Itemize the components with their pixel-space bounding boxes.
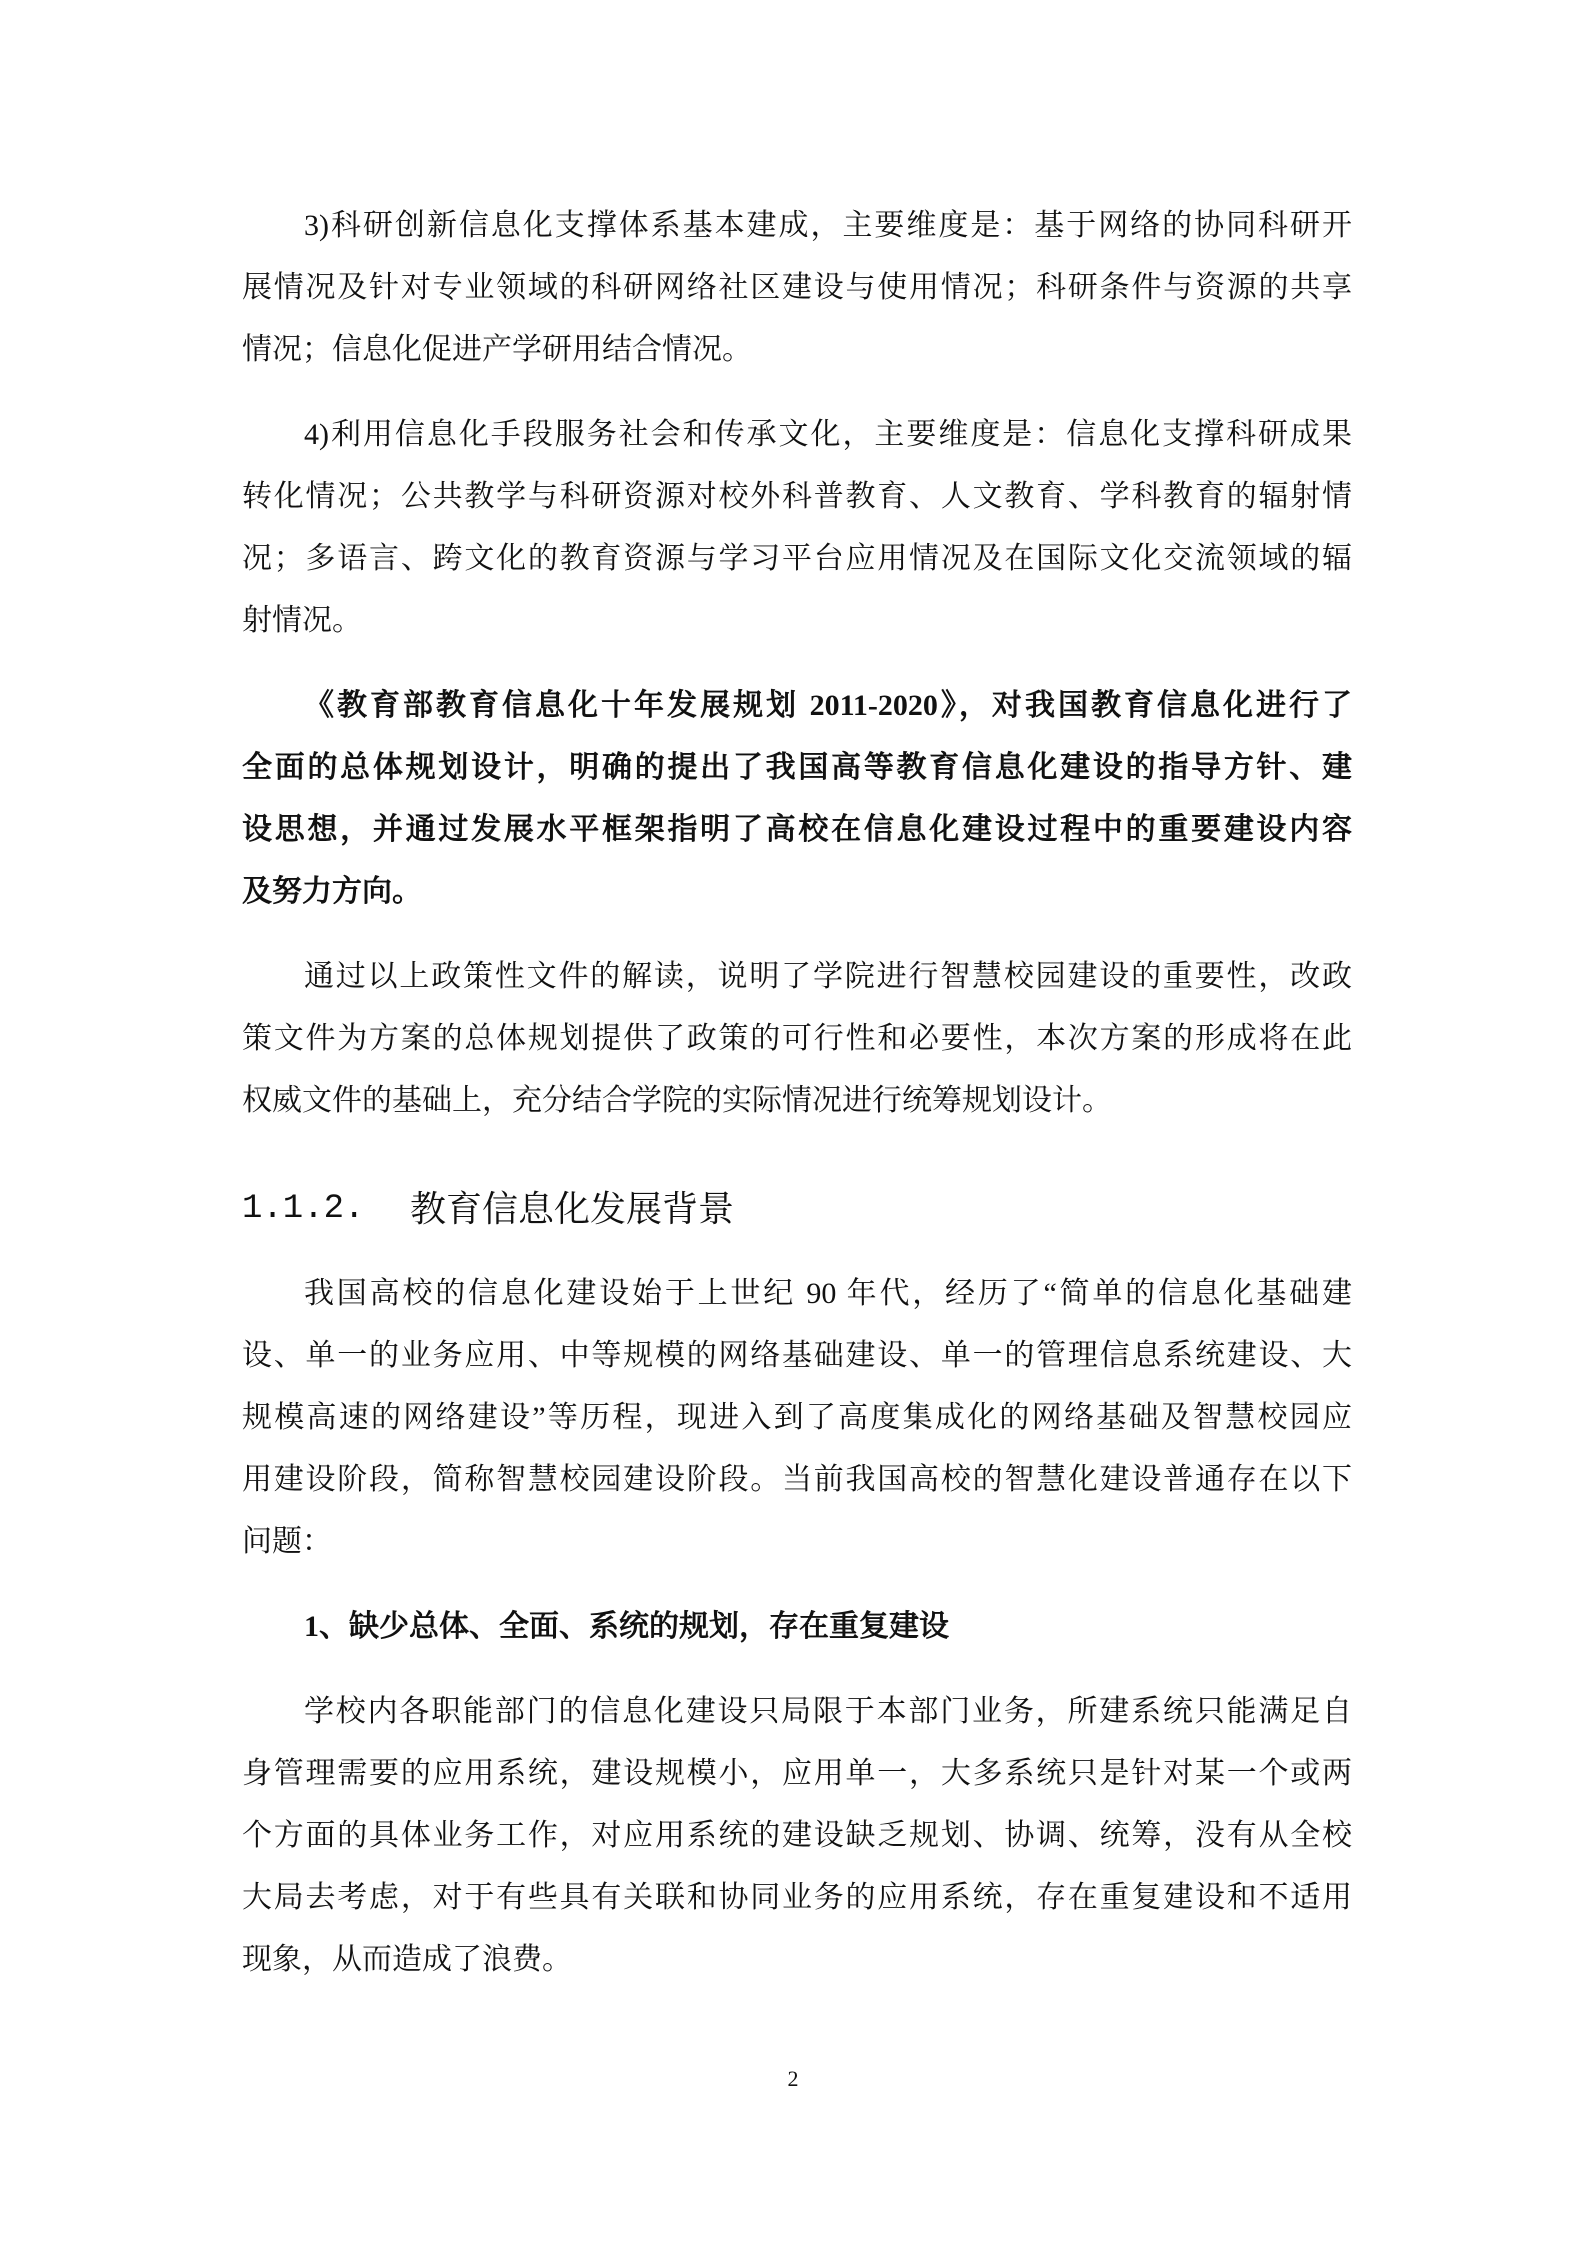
text-line: 及努力方向。 xyxy=(242,875,422,908)
text-line: 况；多语言、跨文化的教育资源与学习平台应用情况及在国际文化交流领域的辐 xyxy=(242,542,1352,575)
paragraphs-before xyxy=(242,195,1352,1132)
paragraphs-after xyxy=(242,1263,1352,1991)
paragraph xyxy=(242,1681,1352,1991)
text-line: 全面的总体规划设计，明确的提出了我国高等教育信息化建设的指导方针、建 xyxy=(242,751,1352,784)
section-heading xyxy=(242,1178,1352,1240)
text-line: 4)利用信息化手段服务社会和传承文化，主要维度是：信息化支撑科研成果 xyxy=(304,418,1352,451)
text-line: 权威文件的基础上，充分结合学院的实际情况进行统筹规划设计。 xyxy=(242,1084,1112,1117)
paragraph xyxy=(242,195,1352,381)
page-number: 2 xyxy=(787,2066,799,2091)
section-number: 1.1.2. xyxy=(242,1190,365,1228)
text-line: 1、缺少总体、全面、系统的规划，存在重复建设 xyxy=(304,1610,949,1643)
text-line: 设、单一的业务应用、中等规模的网络基础建设、单一的管理信息系统建设、大 xyxy=(242,1339,1352,1372)
text-line: 展情况及针对专业领域的科研网络社区建设与使用情况；科研条件与资源的共享 xyxy=(242,271,1352,304)
bold-paragraph xyxy=(242,1596,1352,1658)
text-line: 设思想，并通过发展水平框架指明了高校在信息化建设过程中的重要建设内容 xyxy=(242,813,1352,846)
document-body xyxy=(242,195,1352,1991)
text-line: 问题： xyxy=(242,1525,332,1558)
text-line: 身管理需要的应用系统，建设规模小，应用单一，大多系统只是针对某一个或两 xyxy=(242,1757,1352,1790)
text-line: 情况；信息化促进产学研用结合情况。 xyxy=(242,333,752,366)
text-line: 射情况。 xyxy=(242,604,362,637)
text-line: 学校内各职能部门的信息化建设只局限于本部门业务，所建系统只能满足自 xyxy=(304,1695,1352,1728)
text-line: 《教育部教育信息化十年发展规划 2011-2020》，对我国教育信息化进行了 xyxy=(304,689,1352,722)
text-line: 通过以上政策性文件的解读，说明了学院进行智慧校园建设的重要性，改政 xyxy=(304,960,1352,993)
text-line: 转化情况；公共教学与科研资源对校外科普教育、人文教育、学科教育的辐射情 xyxy=(242,480,1352,513)
text-line: 策文件为方案的总体规划提供了政策的可行性和必要性，本次方案的形成将在此 xyxy=(242,1022,1352,1055)
bold-paragraph xyxy=(242,675,1352,923)
paragraph xyxy=(242,404,1352,652)
text-line: 现象，从而造成了浪费。 xyxy=(242,1943,572,1976)
text-line: 规模高速的网络建设”等历程，现进入到了高度集成化的网络基础及智慧校园应 xyxy=(242,1401,1352,1434)
text-line: 个方面的具体业务工作，对应用系统的建设缺乏规划、协调、统筹，没有从全校 xyxy=(242,1819,1352,1852)
text-line: 我国高校的信息化建设始于上世纪 90 年代，经历了“简单的信息化基础建 xyxy=(304,1277,1352,1310)
paragraph xyxy=(242,946,1352,1132)
paragraph xyxy=(242,1263,1352,1573)
text-line: 用建设阶段，简称智慧校园建设阶段。当前我国高校的智慧化建设普通存在以下 xyxy=(242,1463,1352,1496)
text-line: 大局去考虑，对于有些具有关联和协同业务的应用系统，存在重复建设和不适用 xyxy=(242,1881,1352,1914)
text-line: 3)科研创新信息化支撑体系基本建成，主要维度是：基于网络的协同科研开 xyxy=(304,209,1352,242)
section-title: 教育信息化发展背景 xyxy=(410,1189,735,1229)
